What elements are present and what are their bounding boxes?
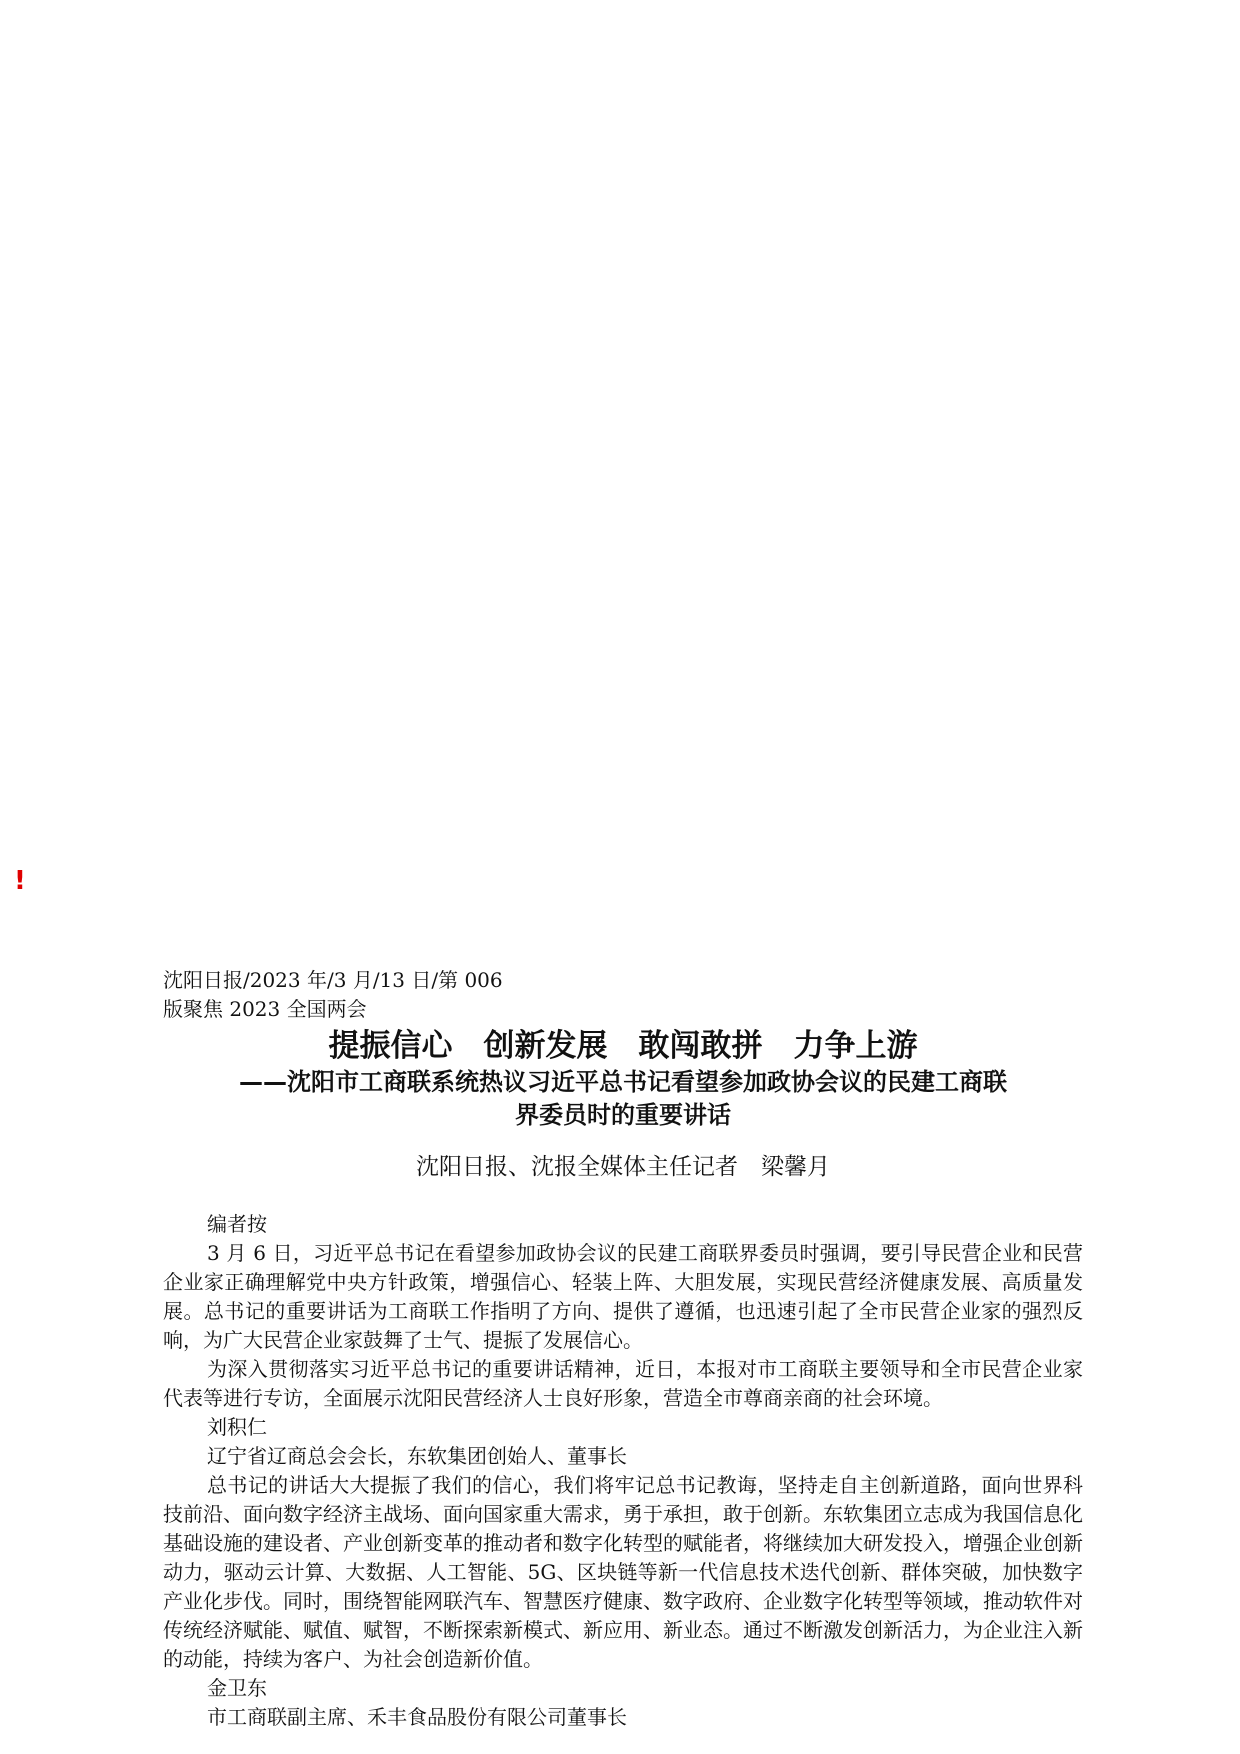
source-line: 沈阳日报/2023 年/3 月/13 日/第 006 [163,968,503,992]
interviewee-title: 辽宁省辽商总会会长，东软集团创始人、董事长 [207,1444,627,1468]
warning-marker: ! [14,866,26,896]
interviewee-name: 金卫东 [207,1676,267,1700]
source-section: 版聚焦 2023 全国两会 [163,997,367,1021]
interviewee-quote: 总书记的讲话大大提振了我们的信心，我们将牢记总书记教诲，坚持走自主创新道路，面向世界科技前沿、面向数字经济主战场、面向国家重大需求，勇于承担，敢于创新。东软集团立志成为我国信息化基础设施的建设者、产业创新变革的推动者和数字化转型的赋能者，将继续加大研发投入，增强企业创新动力，驱动云计算、大数据、人工智能、5G、区块链等新一代信息技术迭代创新、群体突破，加快数字产业化步伐。同时，围绕智能网联汽车、智慧医疗健康、数字政府、企业数字化转型等领域，推动软件对传统经济赋能、赋值、赋智，不断探索新模式、新应用、新业态。通过不断激发创新活力，为企业注入新的动能，持续为客户、为社会创造新价值。 [163,1473,1083,1671]
article-subtitle-line-1: ——沈阳市工商联系统热议习近平总书记看望参加政协会议的民建工商联 [239,1068,1007,1096]
article-subtitle-line-2: 界委员时的重要讲话 [515,1101,731,1129]
article-title: 提振信心 创新发展 敢闯敢拼 力争上游 [328,1028,918,1064]
editor-note-heading: 编者按 [207,1212,267,1236]
editor-note-paragraph: 3 月 6 日，习近平总书记在看望参加政协会议的民建工商联界委员时强调，要引导民营企业和民营企业家正确理解党中央方针政策，增强信心、轻装上阵、大胆发展，实现民营经济健康发展、高质量发展。总书记的重要讲话为工商联工作指明了方向、提供了遵循，也迅速引起了全市民营企业家的强烈反响，为广大民营企业家鼓舞了士气、提振了发展信心。 [163,1241,1083,1352]
interviewee-name: 刘积仁 [207,1415,267,1439]
interviewee-title: 市工商联副主席、禾丰食品股份有限公司董事长 [207,1705,627,1729]
byline: 沈阳日报、沈报全媒体主任记者 梁馨月 [416,1154,830,1180]
article [163,966,1083,1732]
editor-note-paragraph: 为深入贯彻落实习近平总书记的重要讲话精神，近日，本报对市工商联主要领导和全市民营企业家代表等进行专访，全面展示沈阳民营经济人士良好形象，营造全市尊商亲商的社会环境。 [163,1357,1083,1410]
